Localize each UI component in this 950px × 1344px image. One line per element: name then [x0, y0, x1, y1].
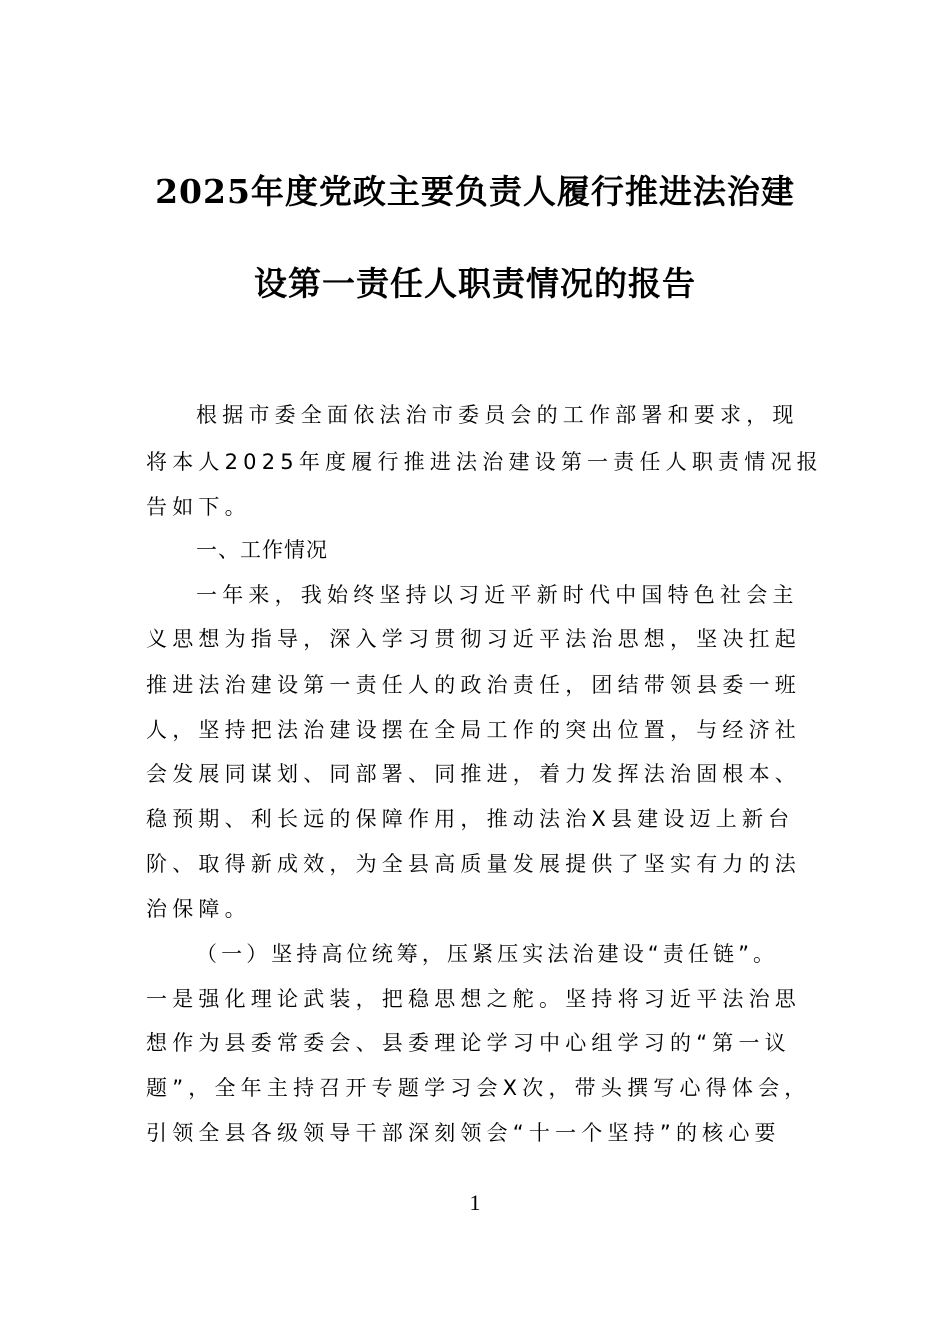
intro-line-1: 根据市委全面依法治市委员会的工作部署和要求，现: [196, 403, 799, 427]
section-paragraph-line-4: 人，坚持把法治建设摆在全局工作的突出位置，与经济社: [146, 718, 801, 742]
subsection-paragraph-line-2: 想作为县委常委会、县委理论学习中心组学习的“第一议: [146, 1031, 791, 1055]
subsection-paragraph-line-1: 一是强化理论武装，把稳思想之舵。坚持将习近平法治思: [146, 987, 801, 1011]
section-paragraph-line-5: 会发展同谋划、同部署、同推进，着力发挥法治固根本、: [146, 762, 801, 786]
section-paragraph-line-3: 推进法治建设第一责任人的政治责任，团结带领县委一班: [146, 673, 801, 697]
page-number: 1: [469, 1190, 481, 1215]
subsection-paragraph-line-4: 引领全县各级领导干部深刻领会“十一个坚持”的核心要: [146, 1121, 781, 1145]
intro-line-2: 将本人2025年度履行推进法治建设第一责任人职责情况报: [146, 450, 823, 474]
document-title-line-2: 设第一责任人职责情况的报告: [254, 264, 696, 303]
section-paragraph-line-7: 阶、取得新成效，为全县高质量发展提供了坚实有力的法: [146, 852, 801, 876]
subsection-heading: （一）坚持高位统筹，压紧压实法治建设“责任链”。: [196, 942, 779, 966]
section-paragraph-line-1: 一年来，我始终坚持以习近平新时代中国特色社会主: [196, 583, 799, 607]
section-paragraph-line-2: 义思想为指导，深入学习贯彻习近平法治思想，坚决扛起: [146, 627, 801, 651]
section-paragraph-line-6: 稳预期、利长远的保障作用，推动法治X县建设迈上新台: [146, 807, 795, 831]
intro-line-3: 告如下。: [146, 495, 251, 519]
document-title-line-1: 2025年度党政主要负责人履行推进法治建: [155, 172, 795, 211]
section-heading: 一、工作情况: [196, 538, 328, 562]
subsection-paragraph-line-3: 题”，全年主持召开专题学习会X次，带头撰写心得体会，: [146, 1076, 811, 1100]
section-paragraph-line-8: 治保障。: [146, 897, 251, 921]
